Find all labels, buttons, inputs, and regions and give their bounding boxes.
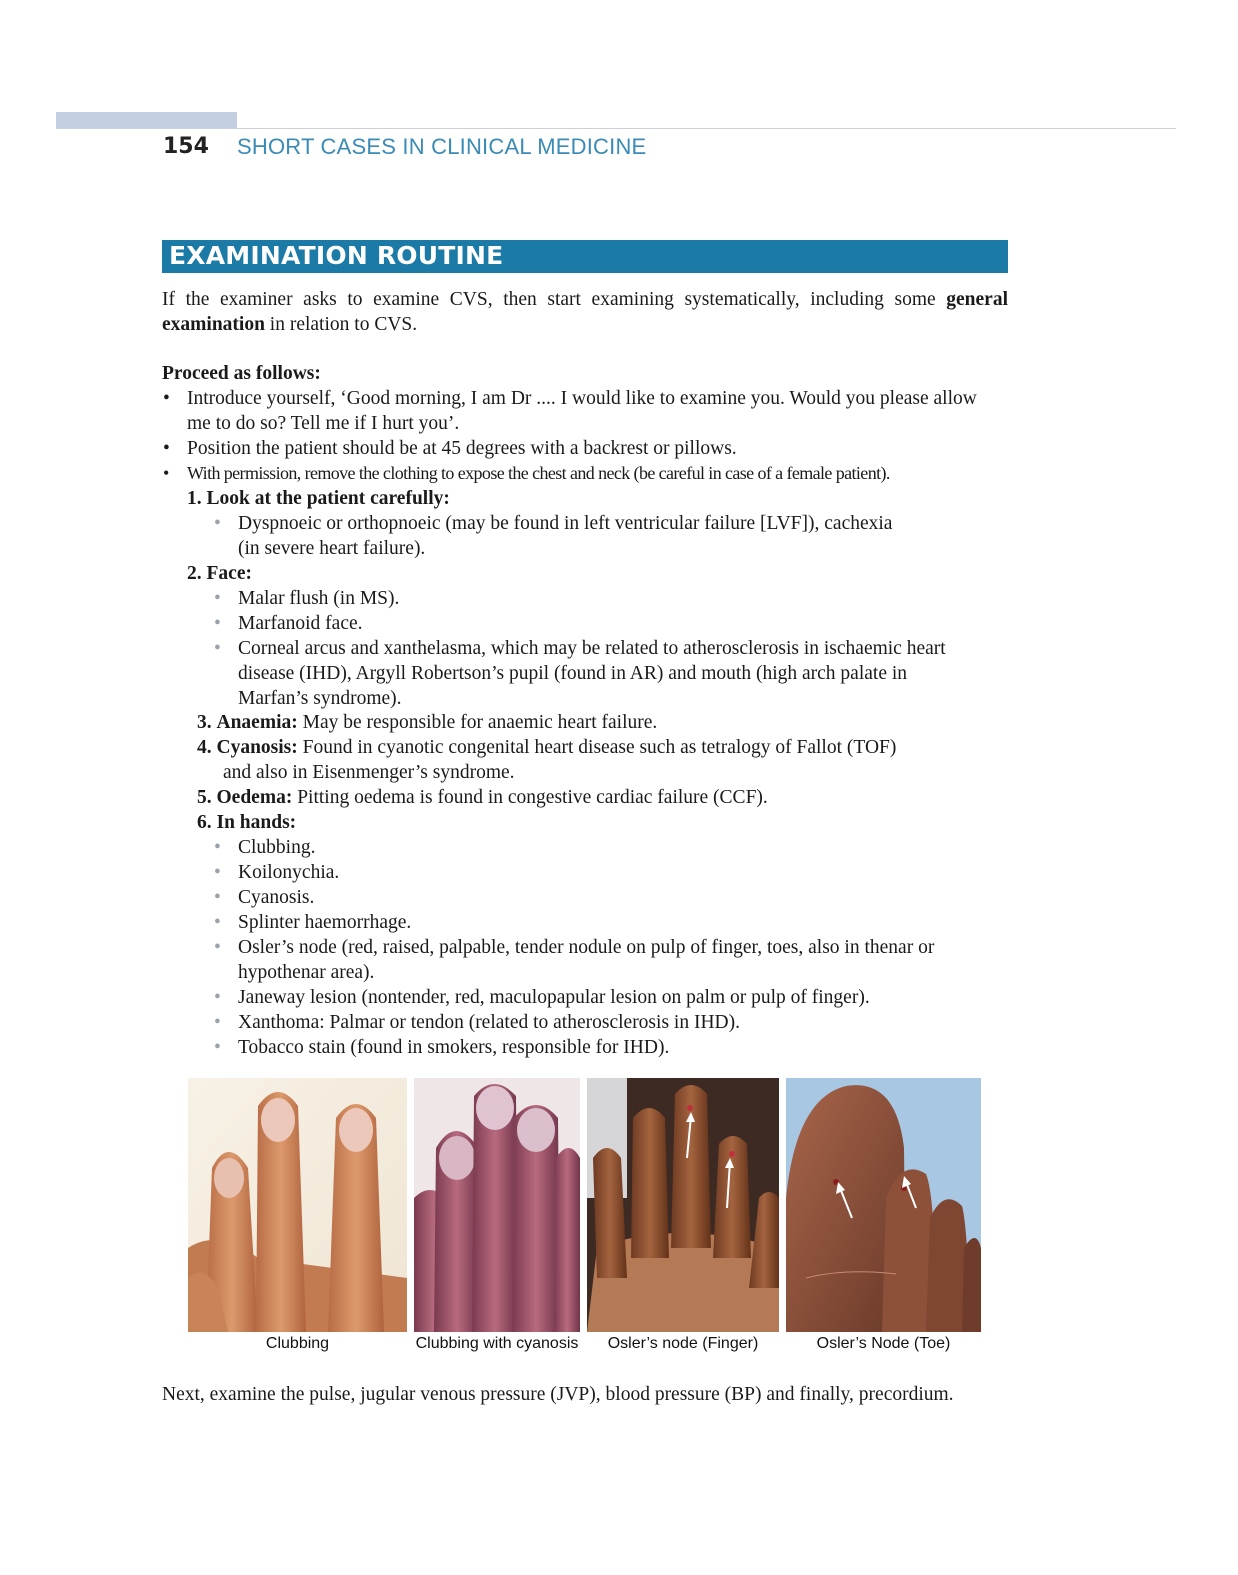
step-number: 3. xyxy=(197,712,212,733)
header-rule xyxy=(56,128,1176,129)
running-head: SHORT CASES IN CLINICAL MEDICINE xyxy=(237,134,647,159)
step-number: 6. xyxy=(197,812,212,833)
figure-caption: Clubbing with cyanosis xyxy=(415,1335,579,1352)
step-4 xyxy=(197,735,896,760)
intro-text-1: If the examiner asks to examine CVS, then start examining systematically, including some xyxy=(162,289,947,310)
intro-paragraph xyxy=(162,287,1008,337)
step-4-continuation: and also in Eisenmenger’s syndrome. xyxy=(223,762,515,783)
oslers-node-toe-photo xyxy=(786,1078,981,1332)
list-item: • Introduce yourself, ‘Good morning, I am Dr .... I would like to examine you. Would you please allow me to do so? Tell me if I hurt you’. xyxy=(162,386,1002,436)
header-accent-bar xyxy=(56,112,237,129)
step-text: Pitting oedema is found in congestive cardiac failure (CCF). xyxy=(292,787,768,808)
step-6 xyxy=(197,810,296,835)
step-number: 4. xyxy=(197,737,212,758)
intro-bullet-list xyxy=(162,386,1002,486)
figure-caption: Clubbing xyxy=(265,1335,330,1352)
section-title: EXAMINATION ROUTINE xyxy=(169,241,504,270)
step-title: Cyanosis: xyxy=(216,737,298,758)
step-text: May be responsible for anaemic heart failure. xyxy=(297,712,658,733)
step-2 xyxy=(187,561,252,586)
step-title: Oedema: xyxy=(216,787,293,808)
step-text: Found in cyanotic congenital heart disease such as tetralogy of Fallot (TOF) xyxy=(297,737,897,758)
closing-paragraph: Next, examine the pulse, jugular venous pressure (JVP), blood pressure (BP) and finally, precordium. xyxy=(162,1384,954,1405)
step-5 xyxy=(197,785,768,810)
step-title: In hands: xyxy=(216,812,297,833)
section-banner xyxy=(162,240,1008,273)
figure-caption: Osler’s Node (Toe) xyxy=(816,1335,951,1352)
step-title: Anaemia: xyxy=(216,712,298,733)
step-number: 5. xyxy=(197,787,212,808)
clubbing-cyanosis-photo xyxy=(414,1078,580,1332)
clubbing-photo xyxy=(188,1078,407,1332)
step-1 xyxy=(187,486,450,511)
oslers-node-finger-photo xyxy=(587,1078,779,1332)
list-item: • Position the patient should be at 45 degrees with a backrest or pillows. xyxy=(162,436,1002,461)
intro-bold: general examination xyxy=(162,289,1008,335)
step-title: Look at the patient carefully: xyxy=(206,488,450,509)
step-title: Face: xyxy=(206,563,252,584)
list-item: • With permission, remove the clothing to expose the chest and neck (be careful in case of a female patient). xyxy=(162,461,1002,486)
figure-caption: Osler’s node (Finger) xyxy=(607,1335,759,1352)
step-number: 1. xyxy=(187,488,202,509)
page-number: 154 xyxy=(163,134,209,159)
step-3 xyxy=(197,710,657,735)
proceed-heading: Proceed as follows: xyxy=(162,363,321,384)
intro-text-2: in relation to CVS. xyxy=(264,314,418,335)
step-number: 2. xyxy=(187,563,202,584)
